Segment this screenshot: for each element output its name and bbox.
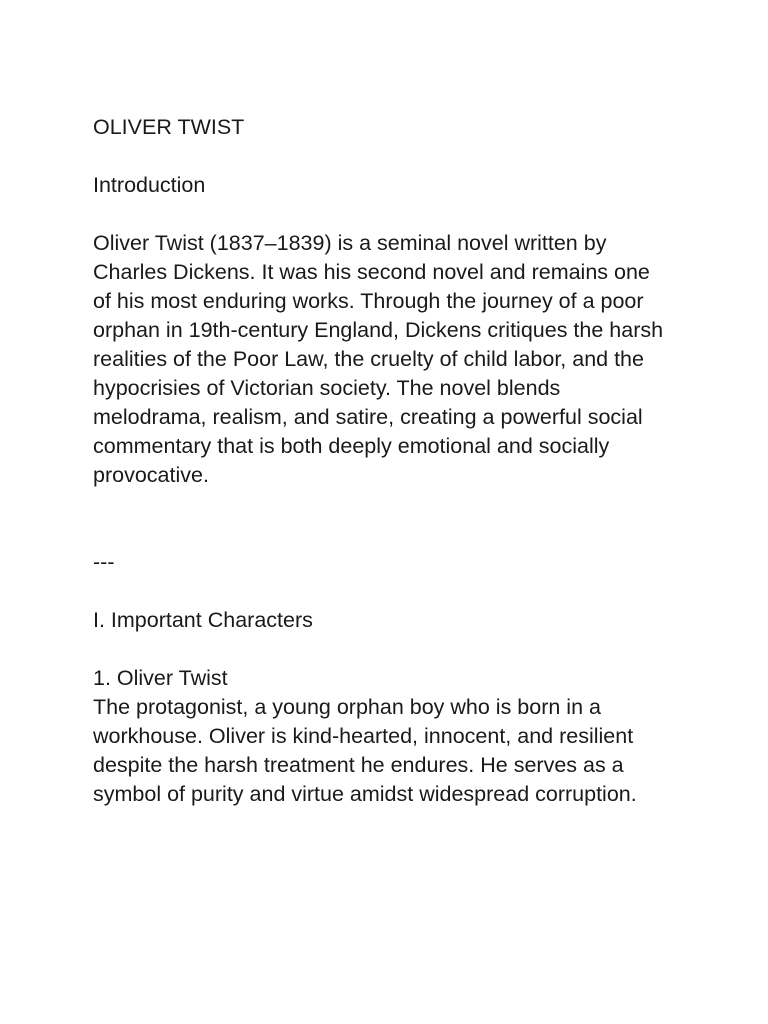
section-separator: ---: [93, 550, 115, 574]
spacer: [93, 490, 673, 548]
character-description: The protagonist, a young orphan boy who is born in a workhouse. Oliver is kind-hearted, innocent, and resilient despite the harsh treatment he endures. He serves as a symbol of purity and virtue amidst widespread corruption.: [93, 695, 637, 806]
spacer: [93, 635, 673, 664]
document-title: OLIVER TWIST: [93, 115, 245, 139]
intro-paragraph: Oliver Twist (1837–1839) is a seminal novel written by Charles Dickens. It was his second novel and remains one of his most enduring works. Through the journey of a poor orphan in 19th-century England, Dickens critiques the harsh realities of the Poor Law, the cruelty of child labor, and the hypocrisies of Victorian society. The novel blends melodrama, realism, and satire, creating a powerful social commentary that is both deeply emotional and socially provocative.: [93, 231, 664, 487]
section-heading: I. Important Characters: [93, 608, 313, 632]
spacer: [93, 577, 673, 606]
spacer: [93, 200, 673, 229]
document-body: [93, 113, 673, 809]
intro-heading: Introduction: [93, 173, 206, 197]
spacer: [93, 142, 673, 171]
character-heading: 1. Oliver Twist: [93, 666, 228, 690]
